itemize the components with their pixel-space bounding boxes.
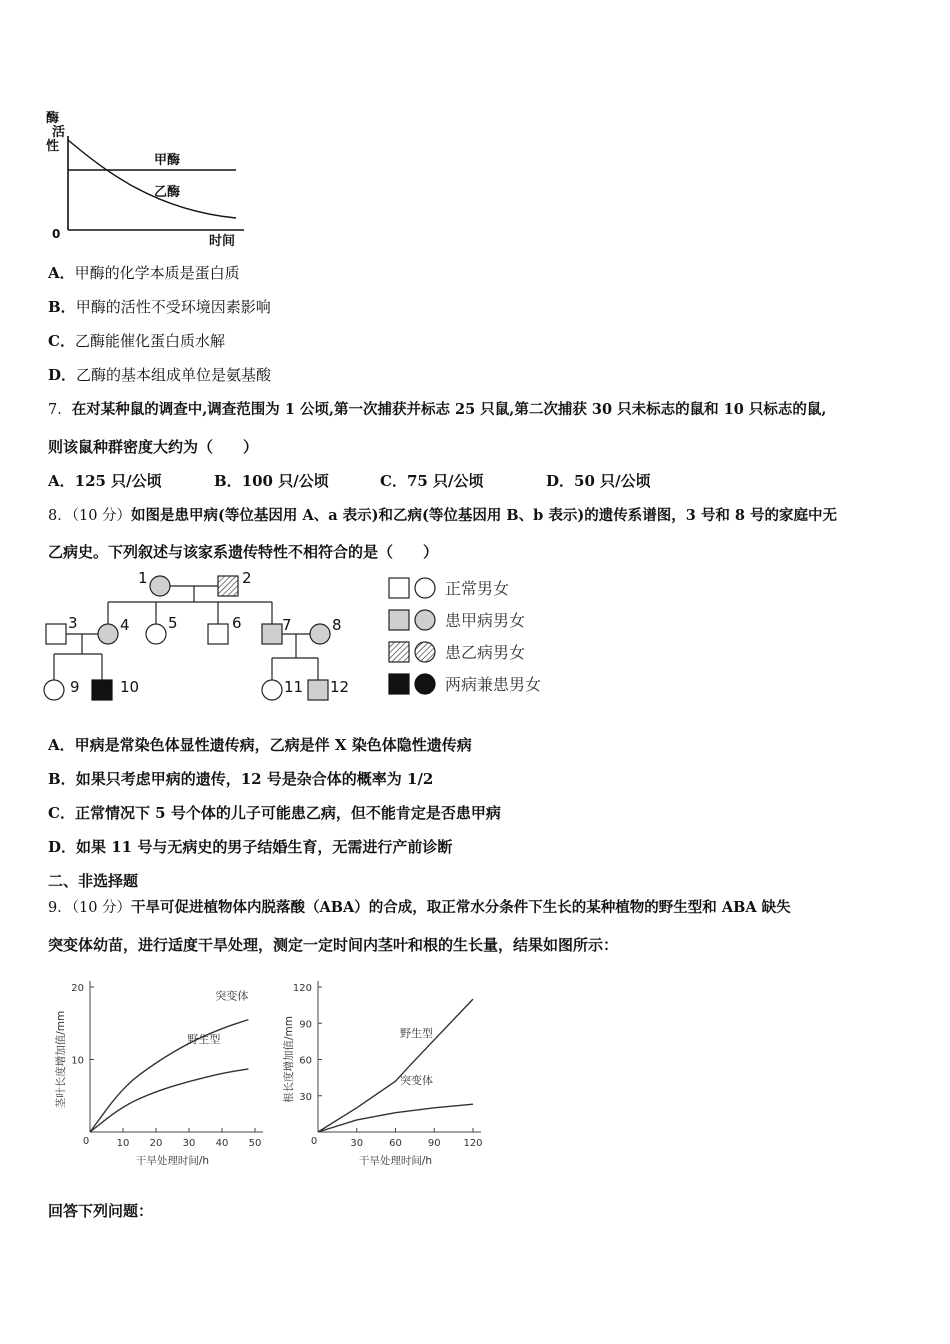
series-label-2: 突变体 [400,1074,433,1088]
q7-option-b[interactable]: B．100 只/公顷 [214,472,329,490]
y-tick-label: 20 [71,983,84,994]
enzyme-activity-chart [44,106,254,251]
answer-prompt: 回答下列问题： [48,1202,154,1220]
pedigree-number-2: 2 [242,569,252,587]
individual-10 [92,680,112,700]
x-tick-label: 90 [427,1138,441,1149]
y-tick-label: 60 [299,1055,312,1067]
q9-stem-line1: 9．（10 分）干旱可促进植物体内脱落酸（ABA）的合成，取正常水分条件下生长的某种植物的野生型和 ABA 缺失 [48,899,791,916]
pedigree-number-9: 9 [70,678,80,696]
q7-options [48,470,651,491]
legend-a-female [415,610,435,630]
individual-5 [146,624,166,644]
q6-option-a[interactable]: A．甲酶的化学本质是蛋白质 [48,264,240,282]
individual-8 [310,624,330,644]
enzyme-origin: 0 [52,227,61,241]
legend-a-male [389,610,409,630]
x-axis-label: 干旱处理时间/h [135,1155,210,1167]
q6-option-c[interactable]: C．乙酶能催化蛋白质水解 [48,332,225,350]
pedigree-number-4: 4 [120,616,130,634]
pedigree-number-7: 7 [282,616,292,634]
pedigree-number-3: 3 [68,614,78,632]
legend-normal-male [389,578,409,598]
q7-option-c[interactable]: C．75 只/公顷 [380,472,484,490]
x-tick-label: 40 [215,1138,229,1149]
legend-normal-female [415,578,435,598]
origin-label: 0 [82,1136,90,1147]
y-axis-label: 茎叶长度增加值/mm [55,1010,67,1109]
pedigree-number-10: 10 [120,678,140,696]
legend-label-b: 患乙病男女 [445,643,526,662]
individual-3 [46,624,66,644]
q7-option-d[interactable]: D．50 只/公顷 [546,472,651,490]
pedigree-chart [40,568,380,710]
x-tick-label: 60 [389,1138,402,1149]
line-b [68,140,236,218]
q8-option-c[interactable]: C．正常情况下 5 号个体的儿子可能患乙病，但不能肯定是否患甲病 [48,804,501,822]
individual-11 [262,680,282,700]
legend-label-normal: 正常男女 [445,579,510,598]
series-label-2: 野生型 [187,1032,221,1046]
individual-12 [308,680,328,700]
y-tick-label: 30 [299,1091,312,1103]
enzyme-xlabel: 时间 [209,234,236,249]
x-axis-label: 干旱处理时间/h [358,1155,433,1167]
individual-9 [44,680,64,700]
series-label-1: 野生型 [400,1027,433,1041]
q7-stem-line2: 则该鼠种群密度大约为（ ） [48,438,259,456]
legend-label-a: 患甲病男女 [445,611,526,630]
origin-label: 0 [310,1136,318,1147]
legend-both-male [389,674,409,694]
individual-4 [98,624,118,644]
pedigree-number-1: 1 [138,569,148,587]
pedigree-number-8: 8 [332,616,342,634]
root-growth-chart [280,972,500,1172]
q7-stem-line1: 7．在对某种鼠的调查中,调查范围为 1 公顷,第一次捕获并标志 25 只鼠,第二次捕获 30 只未标志的鼠和 10 只标志的鼠, [48,401,827,418]
q7-option-a[interactable]: A．125 只/公顷 [48,472,162,490]
line-b-label: 乙酶 [154,185,181,200]
enzyme-ylabel-3: 性 [46,139,60,154]
x-tick-label: 30 [350,1138,364,1149]
q8-option-b[interactable]: B．如果只考虑甲病的遗传，12 号是杂合体的概率为 1/2 [48,770,434,788]
q9-stem-line2: 突变体幼苗，进行适度干旱处理，测定一定时间内茎叶和根的生长量，结果如图所示： [48,936,619,954]
x-tick-label: 20 [149,1138,163,1149]
pedigree-number-6: 6 [232,614,242,632]
pedigree-number-12: 12 [330,678,350,696]
series-label-1: 突变体 [215,989,249,1003]
individual-2 [218,576,238,596]
legend-b-male [389,642,409,662]
section-heading: 二、非选择题 [48,872,139,890]
q8-option-d[interactable]: D．如果 11 号与无病史的男子结婚生育，无需进行产前诊断 [48,838,453,856]
legend-b-female [415,642,435,662]
y-tick-label: 120 [292,983,312,994]
pedigree-number-11: 11 [284,678,304,696]
q8-option-a[interactable]: A．甲病是常染色体显性遗传病，乙病是伴 X 染色体隐性遗传病 [48,736,472,754]
y-axis-label: 根长度增加值/mm [283,1016,295,1103]
stem-leaf-growth-chart [50,972,270,1172]
x-tick-label: 30 [182,1138,196,1149]
q8-stem-line2: 乙病史。下列叙述与该家系遗传特性不相符合的是（ ） [48,543,439,561]
x-tick-label: 10 [116,1138,130,1149]
q6-option-d[interactable]: D．乙酶的基本组成单位是氨基酸 [48,366,272,384]
individual-7 [262,624,282,644]
y-tick-label: 90 [299,1019,312,1031]
pedigree-legend [385,572,565,702]
legend-label-both: 两病兼患男女 [445,675,542,694]
series-line-1 [90,1020,248,1132]
q8-stem-line1: 8．（10 分）如图是患甲病(等位基因用 A、a 表示)和乙病(等位基因用 B、b 表示)的遗传系谱图，3 号和 8 号的家庭中无 [48,507,838,524]
q6-option-b[interactable]: B．甲酶的活性不受环境因素影响 [48,298,271,316]
individual-6 [208,624,228,644]
enzyme-ylabel-2: 活 [52,125,66,140]
legend-both-female [415,674,435,694]
x-tick-label: 120 [463,1138,483,1149]
line-a-label: 甲酶 [154,153,181,168]
pedigree-number-5: 5 [168,614,178,632]
x-tick-label: 50 [248,1138,262,1149]
enzyme-ylabel-1: 酶 [46,111,60,126]
individual-1 [150,576,170,596]
y-tick-label: 10 [71,1055,84,1067]
